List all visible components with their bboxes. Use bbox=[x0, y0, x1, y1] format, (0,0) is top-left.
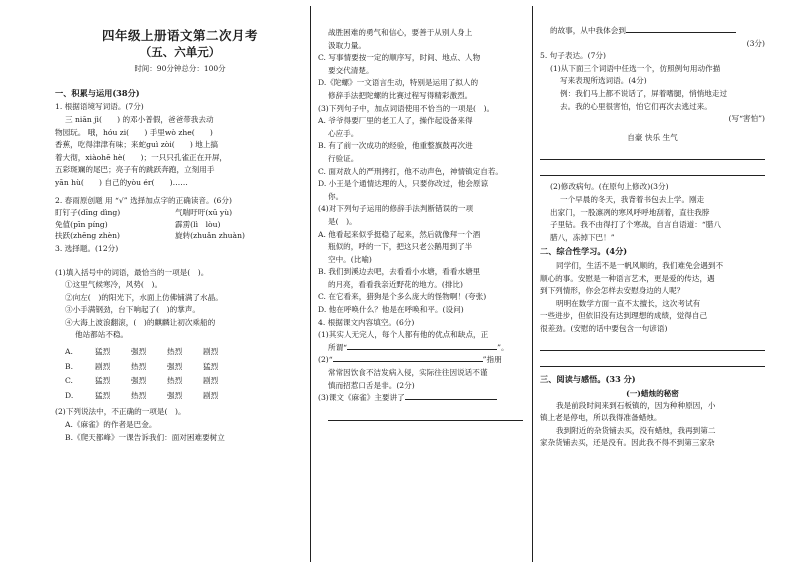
q5-sub-1: (1)从下面三个词语中任选一个，仿照例句用动作描 bbox=[550, 63, 721, 73]
option-word: 剧烈 bbox=[203, 347, 219, 357]
reading-line: 家杂货铺去买，还是没有。因此我不得不到第三家杂 bbox=[540, 438, 715, 448]
option-word: 猛烈 bbox=[95, 390, 111, 400]
q3-2-option-b: B.《爬天都峰》一课告诉我们：面对困难要树立 bbox=[65, 432, 225, 442]
answer-line[interactable] bbox=[540, 160, 765, 176]
option-word: 剧烈 bbox=[203, 376, 219, 386]
q3-sub-3: (3)下列句子中，加点词语使用不恰当的一项是( )。 bbox=[318, 103, 495, 113]
text-line: 行验证。 bbox=[328, 153, 359, 163]
q3-1-item-c: ③小手满钢劲，台下响起了( )的掌声。 bbox=[65, 305, 201, 315]
option-b: B. 有了前一次成功的经验，他重整旗鼓再次进 bbox=[318, 141, 473, 151]
answer-line[interactable] bbox=[328, 405, 523, 421]
answer-line[interactable] bbox=[540, 335, 765, 351]
option-word: 热烈 bbox=[167, 347, 183, 357]
option-word: 猛烈 bbox=[95, 376, 111, 386]
q2-pair-row bbox=[55, 230, 305, 242]
q3-1-item-a: ①这里气候寒冷，风势( )。 bbox=[65, 280, 163, 290]
text-line: 心应手。 bbox=[328, 128, 359, 138]
text-line: 空中。(比喻) bbox=[328, 254, 372, 264]
column-divider-right bbox=[532, 6, 533, 562]
s2-paragraph-line: 顺心的事。安慰是一种语言艺术，更是爱的传达，遇 bbox=[540, 273, 715, 283]
q3-1-option-row bbox=[55, 390, 305, 402]
option-word: 强烈 bbox=[131, 376, 147, 386]
column-2 bbox=[318, 0, 523, 568]
option-word: 剧烈 bbox=[95, 361, 111, 371]
text-line: 瓶似的，呼的一下，把这只老公鹅甩到了半 bbox=[328, 242, 473, 252]
text-line: 你。 bbox=[328, 191, 344, 201]
q2-item: 霹雳(lì lòu) bbox=[175, 219, 221, 229]
q3-sub-4: (4)对下列句子运用的修辞手法判断错误的一项 bbox=[318, 204, 474, 214]
s2-paragraph-line: 到下列情形，你会怎样去安慰身边的人呢？ bbox=[540, 286, 685, 296]
q4-continuation bbox=[540, 25, 765, 37]
reading-title: (一)蜡烛的秘密 bbox=[626, 389, 679, 399]
q4-quote-close: ”指朋 bbox=[482, 355, 502, 365]
q1-line-2: 物园玩。 哦，hóu zi( ) 手里wò zhe( ) bbox=[55, 127, 213, 137]
example-line: 例：我们马上都不说话了，屏着嗜腿，悄悄地走过 bbox=[560, 88, 728, 98]
q3-2-option-a: A.《麻雀》的作者是巴金。 bbox=[65, 420, 157, 430]
q3-1-option-row bbox=[55, 361, 305, 373]
q3-1-option-row bbox=[55, 346, 305, 358]
question-3: 3. 选择题。(12分) bbox=[55, 243, 119, 253]
question-5: 5. 句子表达。(7分) bbox=[540, 51, 606, 61]
question-4: 4. 根据课文内容填空。(6分) bbox=[318, 317, 415, 327]
q1-line-4: 着大彻，xiàohē hè( )；一只只孔雀正在开屏， bbox=[55, 152, 228, 162]
answer-blank[interactable] bbox=[405, 399, 497, 400]
option-letter: B. bbox=[65, 361, 73, 371]
option-word: 猛烈 bbox=[203, 361, 219, 371]
answer-line[interactable] bbox=[540, 351, 765, 367]
option-letter: D. bbox=[65, 390, 74, 400]
question-2: 2. 春雨原创题 用 “√” 选择加点字的正确读音。(6分) bbox=[55, 195, 232, 205]
option-a: A. 爷爷得要厂里的老工人了，操作起设备来得 bbox=[318, 116, 473, 126]
text-line: 修辞手法把陀螺的比赛过程写得精彩激烈。 bbox=[328, 90, 473, 100]
q3-1-option-row bbox=[55, 375, 305, 387]
option-word: 剧烈 bbox=[203, 390, 219, 400]
continuation-text: 的故事，从中我体会到 bbox=[550, 26, 626, 35]
section-2-heading: 二、综合性学习。(4分) bbox=[540, 246, 628, 257]
example-line: 去。我的心里很害怕，怕它们再次去逃过来。 bbox=[560, 101, 712, 111]
option-d: D. 他在呼唤什么？他是在呼唤和平。(设问) bbox=[318, 305, 464, 315]
option-letter: A. bbox=[65, 347, 73, 357]
sentence-line: 出家门，一股凛冽的寒风呼呼地刮着，直往我脖 bbox=[550, 207, 710, 217]
section-3-heading: 三、阅读与感悟。(33 分) bbox=[540, 374, 636, 385]
q5-sub-1-cont: 写来表现所选词语。(4分) bbox=[560, 76, 647, 86]
q2-item: 扶跃(zhēng zhèn) bbox=[55, 231, 120, 241]
q1-line-3: 香蕉，吃得津津有味；来蛇guì zòi( ) 地上搞 bbox=[55, 140, 219, 150]
reading-line: 镇上老是停电，所以我得准备蜡烛。 bbox=[540, 413, 662, 423]
exam-meta: 时间：90分钟总分：100分 bbox=[134, 64, 226, 74]
q4-line: 慎而招惹口舌是非。(2分) bbox=[328, 380, 415, 390]
q5-sub-2: (2)修改病句。(在原句上修改)(3分) bbox=[550, 182, 669, 192]
q2-item: 盯钉子(dīng dìng) bbox=[55, 208, 121, 218]
q3-1-item-d: ④大海上波浪翻滚，( )的麒麟让初次乘船的 bbox=[65, 317, 216, 327]
option-word: 强烈 bbox=[131, 347, 147, 357]
column-divider-left bbox=[310, 6, 311, 562]
option-word: 热烈 bbox=[131, 390, 147, 400]
option-d: D.《陀螺》一文语言生动，特别是运用了拟人的 bbox=[318, 78, 479, 88]
q2-item: 旋转(zhuǎn zhuàn) bbox=[175, 231, 245, 241]
option-d: D. 小王是个通情达理的人，只要你改过，他会原谅 bbox=[318, 179, 489, 189]
option-word: 热烈 bbox=[167, 376, 183, 386]
answer-line[interactable] bbox=[540, 144, 765, 160]
example-note: (写“害怕”) bbox=[728, 114, 765, 124]
option-word: 猛烈 bbox=[95, 347, 111, 357]
q3-sub-1: (1)填入括号中的词语，最恰当的一项是( )。 bbox=[55, 267, 209, 277]
text-line: 的月亮，看看我亲近野花的地方。(排比) bbox=[328, 279, 464, 289]
q4-fill-line bbox=[318, 354, 523, 366]
option-c: C. 写事情要按一定的顺序写，时间、地点、人物 bbox=[318, 53, 481, 63]
option-c: C. 在它看来，猎狗是个多么庞大的怪物啊！(夸张) bbox=[318, 292, 487, 302]
answer-blank[interactable] bbox=[347, 349, 497, 350]
q3-sub-2: (2)下列说法中，不正确的一项是( )。 bbox=[55, 407, 186, 417]
q4-fill-line bbox=[318, 342, 523, 354]
s2-paragraph-line: 一些进步，但依旧没有达到理想的成绩，觉得自己 bbox=[540, 311, 708, 321]
option-c: C. 面对敌人的严刑拷打，他不动声色，神情镇定自若。 bbox=[318, 166, 504, 176]
s2-paragraph-line: 很差劲。(安慰的话中要包含一句谚语) bbox=[540, 323, 668, 333]
text-line: 是( )。 bbox=[328, 216, 357, 226]
option-letter: C. bbox=[65, 376, 73, 386]
q2-item: 气喘吁吁(xū yù) bbox=[175, 208, 233, 218]
answer-blank[interactable] bbox=[333, 361, 483, 362]
option-word: 强烈 bbox=[167, 390, 183, 400]
answer-blank[interactable] bbox=[626, 32, 736, 33]
q4-line: 常常因饮食不洁发病入侵，实际往往因说话不谨 bbox=[328, 368, 488, 378]
q4-quote-open: (2)“ bbox=[318, 355, 333, 365]
q4-quote-close: ”。 bbox=[497, 342, 509, 352]
sentence-line: 子里钻。我不由得打了个寒战，自言自语道：“腊八 bbox=[550, 220, 721, 230]
option-word: 热烈 bbox=[131, 361, 147, 371]
score-note: (3分) bbox=[746, 38, 765, 48]
option-word: 强烈 bbox=[167, 361, 183, 371]
q3-1-item-b: ②向左( )的阳光下，水面上仿佛铺满了水晶。 bbox=[65, 292, 223, 302]
reading-line: 我到附近的杂货铺去买，没有蜡烛，我再到第二 bbox=[556, 425, 716, 435]
word-choices: 自豪 快乐 生气 bbox=[627, 132, 678, 142]
q2-pair-row bbox=[55, 219, 305, 231]
sentence-line: 一个早晨的冬天，我背着书包去上学。刚走 bbox=[560, 194, 705, 204]
q4-prompt: (3)课文《麻雀》主要讲了 bbox=[318, 393, 405, 403]
exam-subtitle: （五、六单元） bbox=[139, 44, 221, 59]
q4-quote-open: 所谓“ bbox=[328, 342, 348, 352]
q2-item: 免值(pīn píng) bbox=[55, 219, 108, 229]
q4-line: (1)其实人无完人，每个人都有他的优点和缺点，正 bbox=[318, 330, 489, 340]
text-line: 战胜困难的勇气和信心，要善于从别人身上 bbox=[328, 28, 473, 37]
sentence-line: 腊八，冻掉下巴！” bbox=[550, 232, 615, 242]
exam-title: 四年级上册语文第二次月考 bbox=[101, 28, 258, 43]
q3-1-item-d-cont: 他站都站不稳。 bbox=[75, 330, 129, 340]
column-1 bbox=[55, 0, 305, 568]
s2-paragraph-line: 明明在数学方面一直不太擅长，这次考试有 bbox=[556, 298, 701, 308]
q1-line-6: yān hù( ) 自己的yòu ér( )…… bbox=[55, 177, 188, 187]
text-line: 要交代清楚。 bbox=[328, 65, 374, 75]
s2-paragraph-line: 同学们，生活不是一帆风顺的，我们难免会遇到不 bbox=[556, 260, 724, 270]
option-a: A. 他看起来似乎挺稳了起来，然后就像拜一个酒 bbox=[318, 229, 481, 239]
q2-pair-row bbox=[55, 207, 305, 219]
option-b: B. 我们到溪边去吧，去看看小水塘，看看水塘里 bbox=[318, 267, 481, 277]
text-line: 汲取力量。 bbox=[328, 40, 366, 50]
column-3 bbox=[540, 0, 765, 568]
reading-line: 我是前段时间来到石板镇的，因为种种原因，小 bbox=[556, 400, 716, 410]
q1-line-5: 五彩斑斓的尾巴；亮子有的跳跃奔跑，立刻用手 bbox=[55, 165, 215, 175]
q4-fill-line bbox=[318, 392, 523, 404]
question-1: 1. 根据语境写词语。(7分) bbox=[55, 102, 144, 112]
q1-line-1: 三 niān jì( ) 的邓小普假，爸爸带我去动 bbox=[65, 114, 214, 124]
section-1-heading: 一、积累与运用(38分) bbox=[55, 87, 140, 98]
